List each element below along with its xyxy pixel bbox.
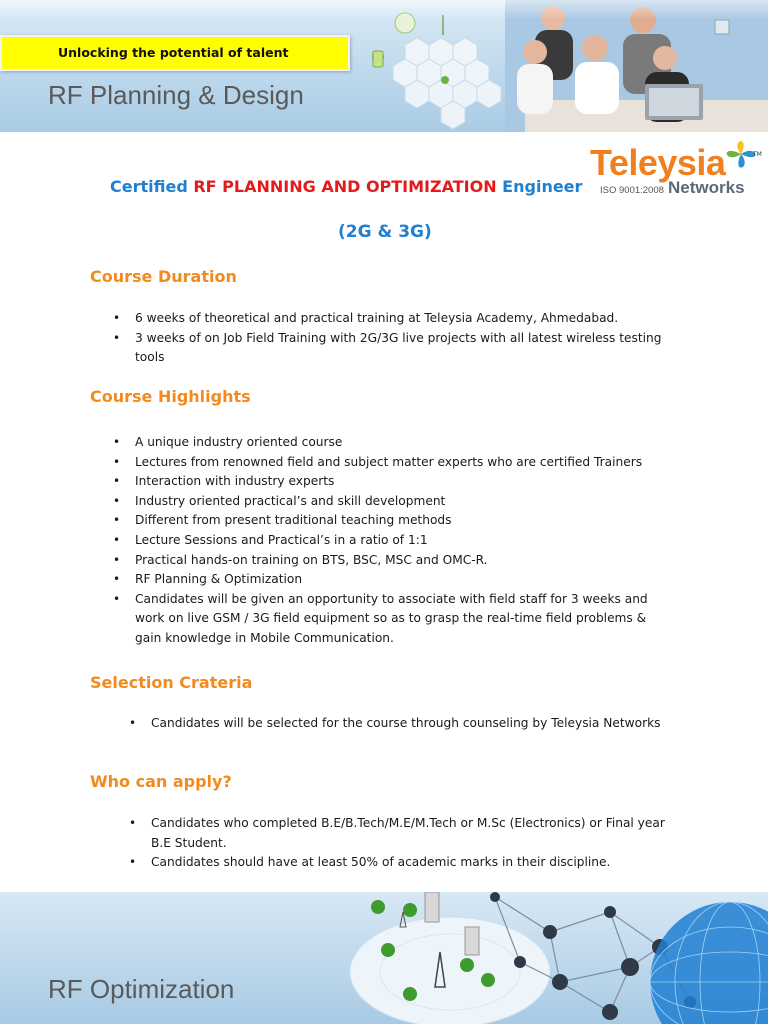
tagline-text: Unlocking the potential of talent xyxy=(58,45,289,60)
list-item-text: Candidates who completed B.E/B.Tech/M.E/M.Tech or M.Sc (Electronics) or Final year B.E Student. xyxy=(151,816,665,850)
list-item xyxy=(129,853,671,873)
bullet-icon: • xyxy=(113,513,121,528)
course-subtitle: (2G & 3G) xyxy=(338,222,432,242)
bullet-icon: • xyxy=(113,532,121,547)
selection-criteria-list xyxy=(129,714,691,734)
top-banner xyxy=(0,0,768,132)
list-item xyxy=(113,590,660,649)
banner-title: RF Planning & Design xyxy=(48,80,304,110)
list-item-text: Candidates will be given an opportunity to associate with field staff for 3 weeks and work on live GSM / 3G field equipment so as to grasp the real-time field problems & gain knowledge in Mobile Communication. xyxy=(135,591,648,645)
list-item-text: Candidates will be selected for the course through counseling by Teleysia Networks xyxy=(151,716,661,730)
logo-wordmark: Teleysia xyxy=(590,142,726,183)
bullet-icon: • xyxy=(113,572,121,587)
list-item xyxy=(113,453,660,473)
course-highlights-heading: Course Highlights xyxy=(90,387,251,406)
list-item xyxy=(113,329,680,368)
bullet-icon: • xyxy=(129,816,137,830)
list-item-text: Industry oriented practical’s and skill development xyxy=(135,493,446,508)
hexagon-network-graphic xyxy=(365,5,525,130)
bullet-icon: • xyxy=(113,435,121,449)
list-item-text: Lectures from renowned field and subject matter experts who are certified Trainers xyxy=(135,454,643,469)
course-title xyxy=(110,177,583,196)
list-item xyxy=(113,531,660,551)
list-item-text: Lecture Sessions and Practical’s in a ratio of 1:1 xyxy=(135,532,428,547)
list-item xyxy=(113,492,660,512)
list-item-text: 3 weeks of on Job Field Training with 2G/3G live projects with all latest wireless testing tools xyxy=(135,330,662,365)
list-item xyxy=(113,551,660,571)
list-item xyxy=(113,570,660,590)
bottom-banner-title: RF Optimization xyxy=(48,974,235,1004)
course-duration-heading: Course Duration xyxy=(90,267,237,286)
team-photo xyxy=(505,0,768,132)
tagline-box xyxy=(0,35,350,71)
bullet-icon: • xyxy=(129,716,137,730)
list-item xyxy=(129,714,691,734)
course-title-suffix: Engineer xyxy=(496,177,583,196)
network-globe-graphic xyxy=(330,892,768,1024)
course-title-main: RF PLANNING AND OPTIMIZATION xyxy=(193,177,497,196)
list-item-text: Interaction with industry experts xyxy=(135,474,335,489)
course-duration-list xyxy=(113,309,680,368)
logo-tm: TM xyxy=(753,151,762,158)
bullet-icon: • xyxy=(113,552,121,567)
list-item-text: Practical hands-on training on BTS, BSC, MSC and OMC-R. xyxy=(135,552,488,567)
list-item-text: 6 weeks of theoretical and practical training at Teleysia Academy, Ahmedabad. xyxy=(135,311,619,325)
list-item xyxy=(113,511,660,531)
course-highlights-list xyxy=(113,433,660,649)
who-can-apply-heading: Who can apply? xyxy=(90,772,232,791)
list-item-text: A unique industry oriented course xyxy=(135,435,343,449)
course-title-prefix: Certified xyxy=(110,177,194,196)
bullet-icon: • xyxy=(129,855,137,870)
list-item xyxy=(113,309,680,329)
list-item-text: Candidates should have at least 50% of academic marks in their discipline. xyxy=(151,855,611,870)
list-item-text: Different from present traditional teaching methods xyxy=(135,513,452,528)
who-can-apply-list xyxy=(129,814,671,873)
list-item xyxy=(113,472,660,492)
list-item xyxy=(113,433,660,453)
selection-criteria-heading: Selection Crateria xyxy=(90,673,253,692)
bottom-banner xyxy=(0,892,768,1024)
list-item xyxy=(129,814,671,853)
teleysia-logo xyxy=(588,135,763,205)
logo-iso: ISO 9001:2008 xyxy=(600,185,664,196)
list-item-text: RF Planning & Optimization xyxy=(135,572,303,587)
bullet-icon: • xyxy=(113,311,121,325)
team-photo-illustration xyxy=(505,0,768,132)
bullet-icon: • xyxy=(113,591,121,606)
bullet-icon: • xyxy=(113,454,121,469)
bullet-icon: • xyxy=(113,474,121,489)
bullet-icon: • xyxy=(113,493,121,508)
bullet-icon: • xyxy=(113,330,121,345)
logo-networks: Networks xyxy=(668,178,745,197)
